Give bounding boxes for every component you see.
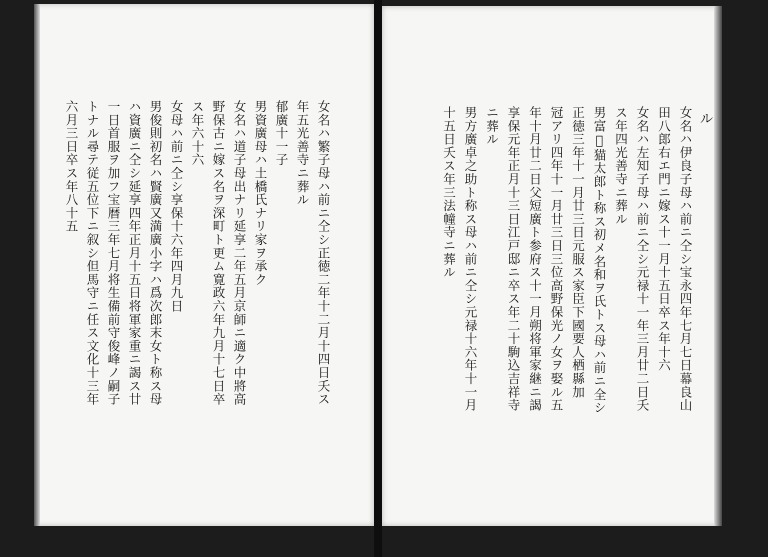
text-column: 女名ハ繁子母ハ前ニ仝シ正徳二年十二月十四日夭ス bbox=[316, 100, 331, 406]
text-column: トナル尋テ従五位下ニ叙シ但馬守ニ任ス文化十三年 bbox=[85, 100, 100, 406]
text-column: ハ資廣ニ仝シ延享四年正月十五日将軍家重ニ謁ス廿 bbox=[127, 100, 142, 406]
text-column: 十五日夭ス年三法幢寺ニ葬ル bbox=[441, 106, 457, 279]
text-column: 女名ハ左知子母ハ前ニ仝シ元禄十一年三月廿二日夭 bbox=[635, 106, 650, 412]
text-column: 男方廣卓之助ト称ス母ハ前ニ仝シ元禄十六年十一月 bbox=[463, 106, 478, 412]
text-column: 郁廣十一子 bbox=[274, 100, 289, 167]
text-column: 六月三日卒ス年八十五 bbox=[64, 100, 79, 233]
text-column: 年十月廿二日父短廣ト参府ス十一月朔将軍家継ニ謁 bbox=[527, 106, 543, 412]
left-page bbox=[34, 4, 374, 526]
text-column: ス年四光善寺ニ葬ル bbox=[613, 106, 629, 226]
text-column: ス年六十六 bbox=[190, 100, 205, 167]
text-column: 年五光善寺ニ葬ル bbox=[295, 100, 310, 207]
text-column: 女母ハ前ニ仝シ享保十六年四月九日 bbox=[169, 100, 184, 313]
text-column: 田八郎右エ門ニ嫁ス十一月十五日卒ス年十六 bbox=[656, 106, 672, 372]
text-column: 女名ハ伊良子母ハ前ニ仝シ宝永四年七月七日幕良山 bbox=[678, 106, 693, 412]
text-column: 男資廣母ハ土橋氏ナリ家ヲ承ク bbox=[253, 100, 268, 287]
text-column: 男俊則初名ハ賢廣又満廣小字ハ爲次郎末女ト称ス母 bbox=[148, 100, 163, 406]
text-column: 男富𫀆猫太郎ト称ス初メ名和ヲ氏トス母ハ前ニ全シ bbox=[592, 106, 607, 415]
text-column: 正徳三年十一月廿三日元服ス家臣下國要人栖縣加 bbox=[570, 106, 586, 399]
right-page bbox=[382, 6, 722, 526]
book-gutter bbox=[374, 0, 382, 557]
text-column: 享保元年正月十三日江戸邸ニ卒ス年二十駒込吉祥寺 bbox=[506, 106, 521, 412]
text-column: 女名ハ道子母出ナリ延享二年五月京師ニ適ク中將高 bbox=[232, 100, 247, 406]
text-column: ニ葬ル bbox=[484, 106, 500, 146]
text-column: 一日首服ヲ加フ宝暦三年七月将生備前守俊峰ノ嗣子 bbox=[106, 100, 121, 406]
text-column: 野保古ニ嫁ス名ヲ深町ト更ム寛政六年九月十七日卒 bbox=[211, 100, 226, 406]
text-column: 冠アリ四年十一月廿三日三位高野保光ノ女ヲ娶ル五 bbox=[549, 106, 564, 412]
page-mark: ル bbox=[700, 112, 714, 127]
